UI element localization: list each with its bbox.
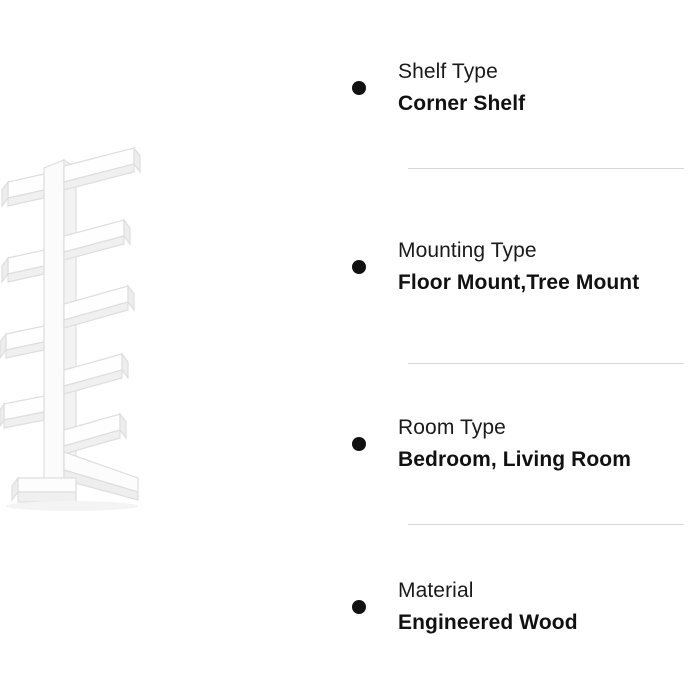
bullet-icon-cell — [320, 600, 398, 614]
bullet-icon — [352, 600, 366, 614]
divider — [408, 168, 684, 169]
spec-text-shelf-type — [398, 58, 694, 119]
bullet-icon — [352, 260, 366, 274]
spec-value: Bedroom, Living Room — [398, 447, 631, 471]
spec-text-material — [398, 577, 694, 638]
bullet-icon-cell — [320, 81, 398, 95]
spec-label: Mounting Type — [398, 238, 537, 262]
spec-item-material — [320, 561, 694, 653]
bullet-icon — [352, 81, 366, 95]
spec-item-mounting-type — [320, 201, 694, 333]
product-image — [0, 0, 320, 700]
spec-item-room-type — [320, 398, 694, 490]
spec-item-shelf-type — [320, 42, 694, 134]
spec-value: Engineered Wood — [398, 610, 578, 634]
bullet-icon — [352, 437, 366, 451]
spec-value: Corner Shelf — [398, 91, 526, 115]
specification-list — [320, 0, 700, 700]
spec-text-room-type — [398, 414, 694, 475]
shadow — [6, 501, 138, 511]
divider — [408, 363, 684, 364]
spec-label: Material — [398, 578, 474, 602]
spec-text-mounting-type — [398, 237, 694, 298]
divider — [408, 524, 684, 525]
tree-bookshelf-illustration — [0, 0, 320, 700]
spec-label: Shelf Type — [398, 59, 498, 83]
spec-value: Floor Mount,Tree Mount — [398, 270, 640, 294]
spec-label: Room Type — [398, 415, 506, 439]
bullet-icon-cell — [320, 437, 398, 451]
bullet-icon-cell — [320, 260, 398, 274]
